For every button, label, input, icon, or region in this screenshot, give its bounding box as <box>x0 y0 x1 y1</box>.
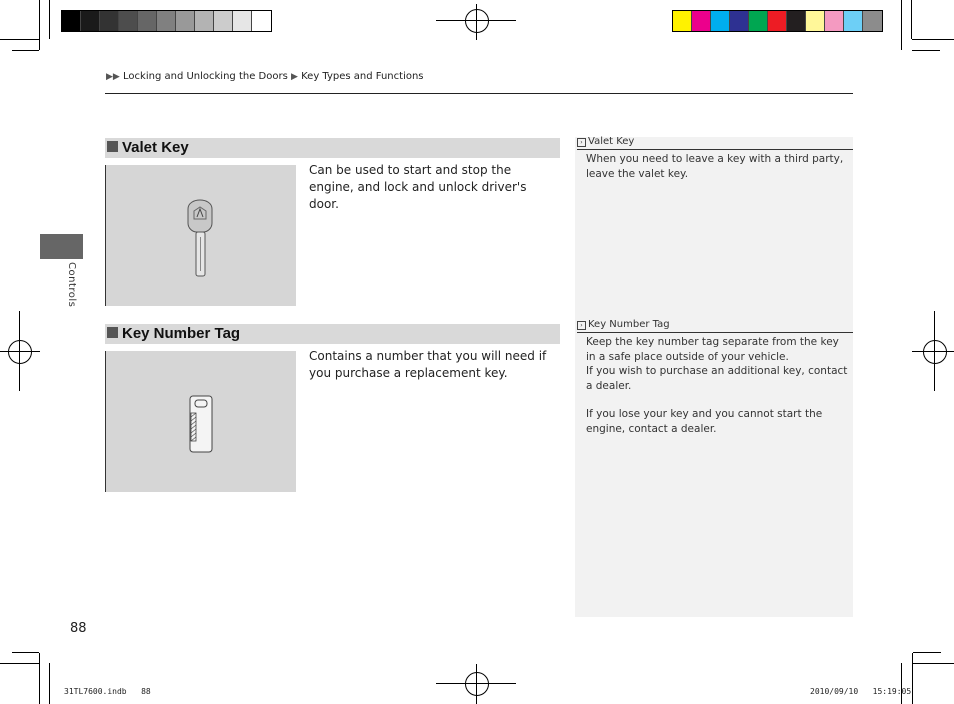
crop-mark <box>39 653 40 704</box>
crop-mark <box>913 663 954 664</box>
crop-mark <box>39 0 40 50</box>
color-swatch <box>176 11 195 31</box>
color-swatch <box>730 11 749 31</box>
color-swatch <box>825 11 844 31</box>
color-swatch <box>768 11 787 31</box>
breadcrumb <box>106 71 424 82</box>
valet-key-description: Can be used to start and stop the engine, and lock and unlock driver's door. <box>309 163 527 211</box>
crop-mark <box>49 0 50 39</box>
color-swatch <box>233 11 252 31</box>
crop-mark <box>912 39 954 40</box>
color-swatch <box>787 11 806 31</box>
color-swatch <box>195 11 214 31</box>
sidebar-paragraph: If you wish to purchase an additional key, contact a dealer. <box>586 365 848 392</box>
color-swatch <box>62 11 81 31</box>
color-swatch <box>749 11 768 31</box>
sidebar-paragraph: Keep the key number tag separate from the key in a safe place outside of your vehicle. <box>586 336 839 363</box>
crop-mark <box>901 663 902 704</box>
valet-key-illustration <box>105 165 296 306</box>
color-swatch <box>844 11 863 31</box>
header-rule <box>105 93 853 94</box>
color-swatch <box>252 11 271 31</box>
arrow-icon: ▶▶ <box>106 72 120 82</box>
chapter-label: Controls <box>66 262 77 308</box>
key-number-tag-description: Contains a number that you will need if you purchase a replacement key. <box>309 349 547 380</box>
sidebar-heading-valet-key: › Valet Key <box>577 136 853 150</box>
crop-mark <box>912 50 940 51</box>
color-swatch <box>673 11 692 31</box>
color-swatch <box>157 11 176 31</box>
color-swatch <box>711 11 730 31</box>
reference-icon: › <box>577 321 586 330</box>
footer-datetime: 2010/09/10 15:19:05 <box>810 687 912 696</box>
color-swatch <box>138 11 157 31</box>
sidebar-text-key-number-tag <box>586 335 848 436</box>
key-icon <box>106 165 296 306</box>
square-bullet-icon <box>107 327 118 338</box>
square-bullet-icon <box>107 141 118 152</box>
crop-mark <box>913 652 941 653</box>
crop-mark <box>0 663 39 664</box>
color-swatch <box>692 11 711 31</box>
crop-mark <box>912 653 913 704</box>
crop-mark <box>12 50 39 51</box>
breadcrumb-item[interactable]: Locking and Unlocking the Doors <box>123 71 288 82</box>
color-swatch <box>100 11 119 31</box>
gray-scale-bar <box>61 10 272 32</box>
key-number-tag-illustration <box>105 351 296 492</box>
color-swatch <box>214 11 233 31</box>
crop-mark <box>12 652 39 653</box>
color-swatch <box>81 11 100 31</box>
page-number: 88 <box>70 621 87 636</box>
crop-mark <box>901 0 902 50</box>
color-swatch <box>806 11 825 31</box>
color-swatch <box>119 11 138 31</box>
section-heading-key-number-tag: Key Number Tag <box>105 324 560 344</box>
sidebar-paragraph: If you lose your key and you cannot start the engine, contact a dealer. <box>586 408 823 435</box>
crop-mark <box>49 663 50 704</box>
chapter-tab <box>40 234 83 259</box>
sidebar-heading-key-number-tag: › Key Number Tag <box>577 319 853 333</box>
section-heading-valet-key: Valet Key <box>105 138 560 158</box>
color-scale-bar <box>672 10 883 32</box>
crop-mark <box>0 39 39 40</box>
crop-mark <box>911 0 912 39</box>
tag-icon <box>106 351 296 492</box>
breadcrumb-item[interactable]: Key Types and Functions <box>301 71 424 82</box>
footer-file: 31TL7600.indb 88 <box>64 687 151 696</box>
color-swatch <box>863 11 882 31</box>
reference-icon: › <box>577 138 586 147</box>
arrow-icon: ▶ <box>291 72 298 82</box>
sidebar-text-valet-key: When you need to leave a key with a third party, leave the valet key. <box>586 153 844 180</box>
